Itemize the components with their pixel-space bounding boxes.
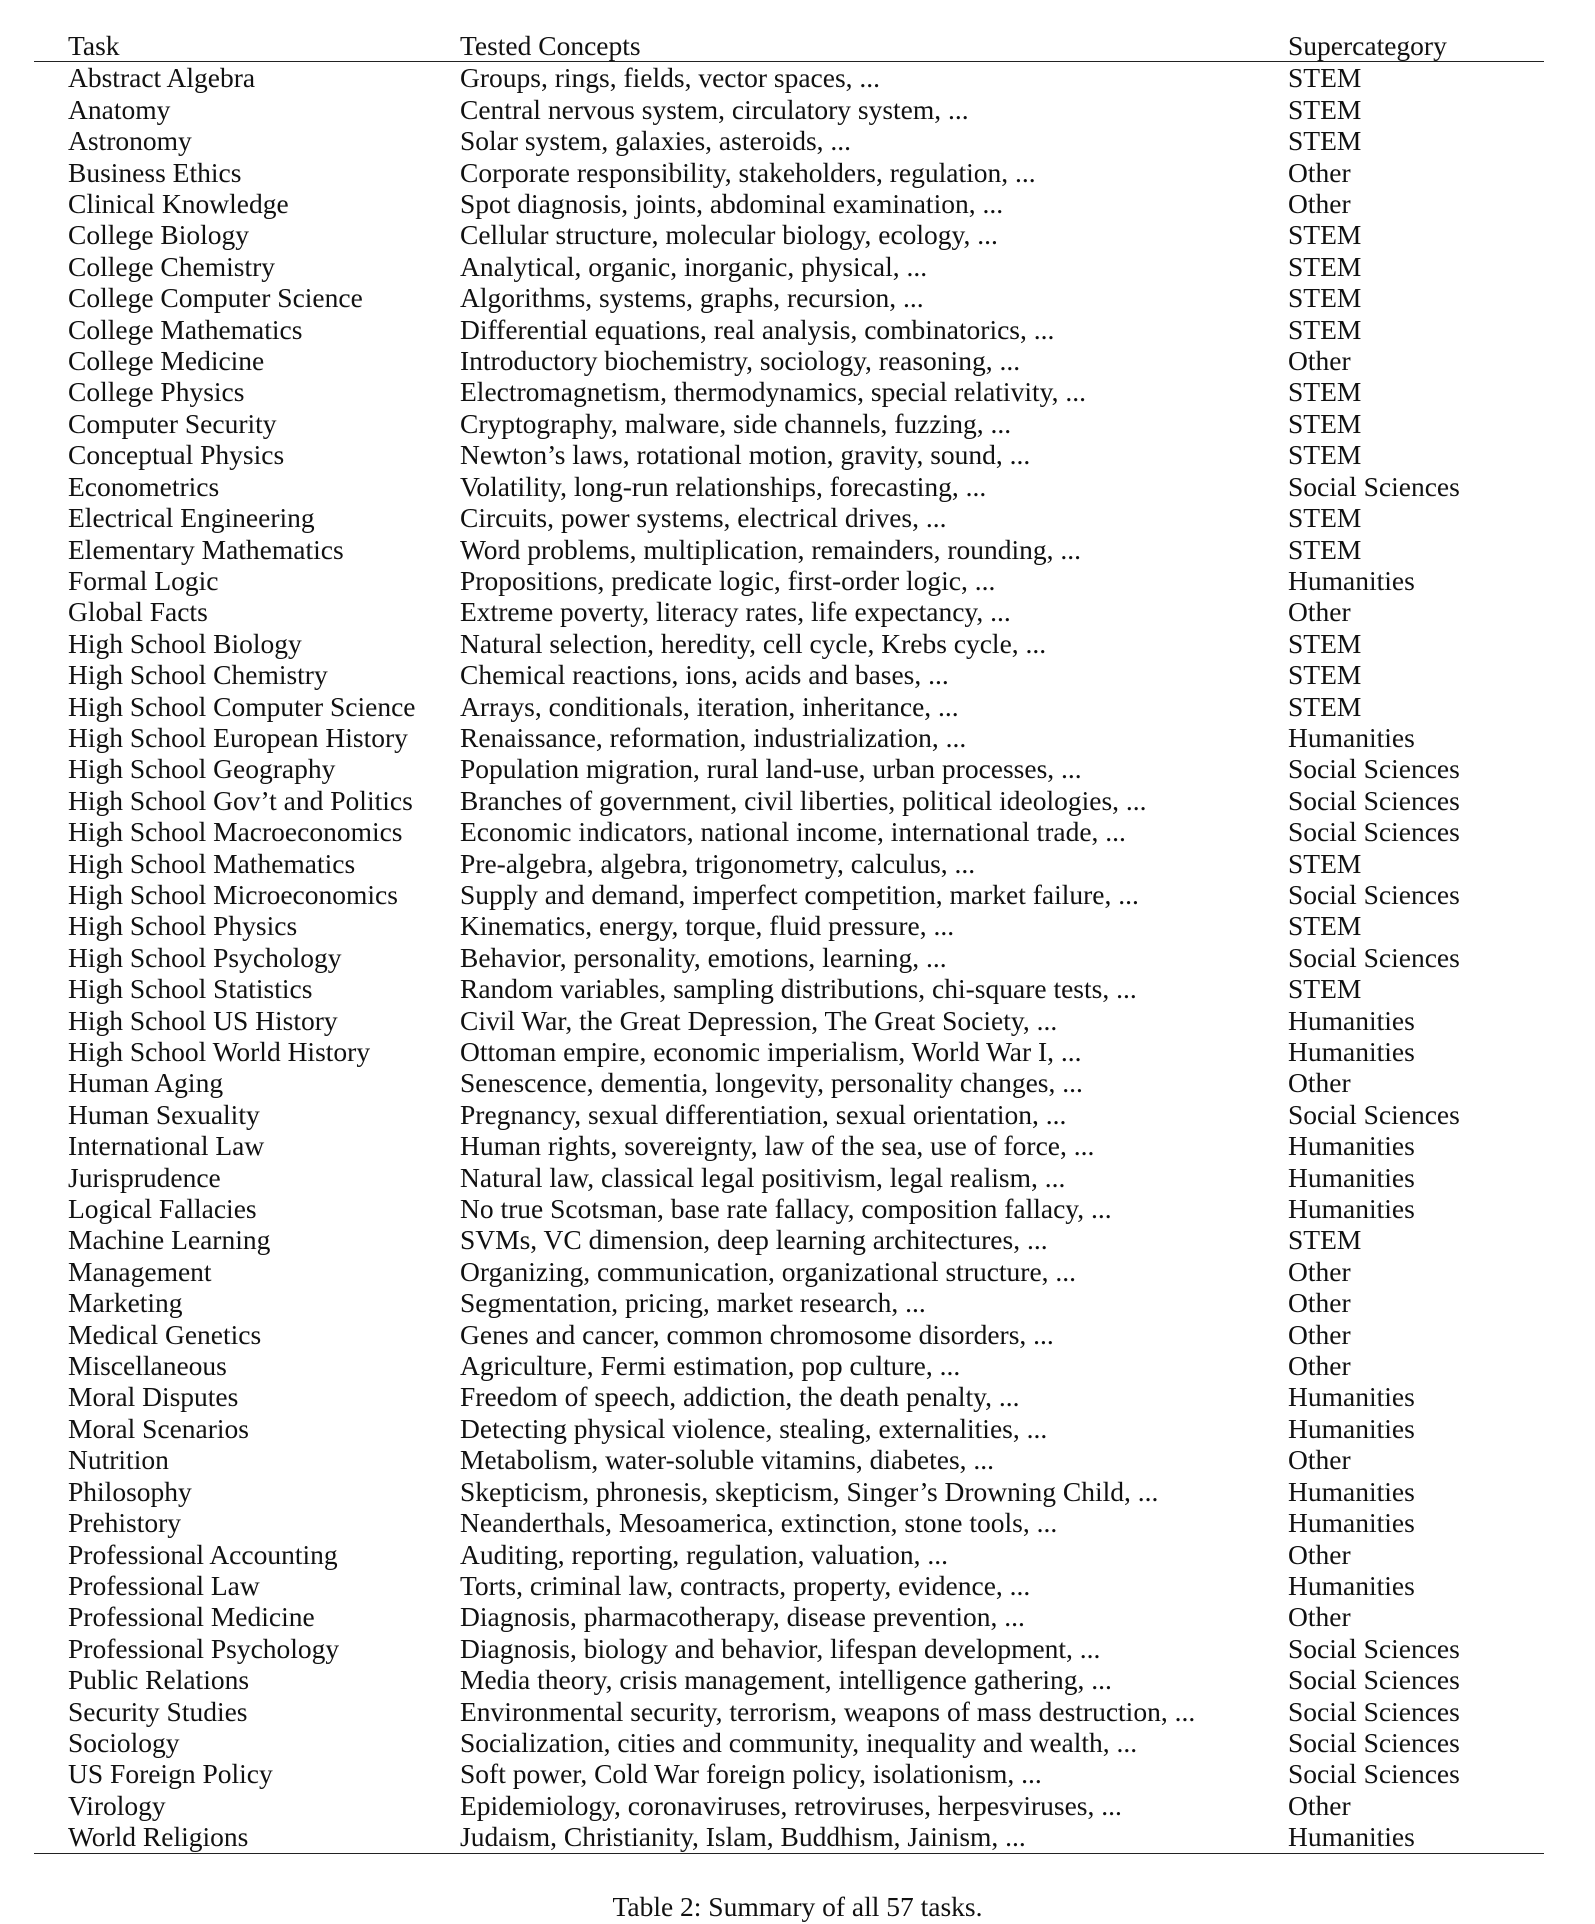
task-name-cell: Econometrics — [68, 470, 220, 502]
task-name-cell: College Biology — [68, 219, 250, 251]
task-name-cell: Public Relations — [68, 1664, 250, 1696]
table-row — [34, 910, 1544, 941]
supercategory-cell: Other — [1288, 596, 1351, 628]
task-name-cell: Philosophy — [68, 1475, 192, 1507]
supercategory-cell: Other — [1288, 188, 1351, 220]
tested-concepts-cell: Economic indicators, national income, international trade, ... — [460, 816, 1126, 848]
task-name-cell: High School Mathematics — [68, 847, 356, 879]
tested-concepts-cell: Newton’s laws, rotational motion, gravity, sound, ... — [460, 439, 1031, 471]
tested-concepts-cell: Agriculture, Fermi estimation, pop culture, ... — [460, 1350, 961, 1382]
tested-concepts-cell: Pregnancy, sexual differentiation, sexual orientation, ... — [460, 1098, 1067, 1130]
supercategory-cell: Social Sciences — [1288, 1726, 1460, 1758]
tested-concepts-cell: Epidemiology, coronaviruses, retroviruses, herpesviruses, ... — [460, 1789, 1122, 1821]
tested-concepts-cell: Natural selection, heredity, cell cycle, Krebs cycle, ... — [460, 627, 1047, 659]
supercategory-cell: Social Sciences — [1288, 784, 1460, 816]
supercategory-cell: Other — [1288, 1444, 1351, 1476]
tested-concepts-cell: Environmental security, terrorism, weapons of mass destruction, ... — [460, 1695, 1196, 1727]
task-name-cell: High School Computer Science — [68, 690, 416, 722]
tested-concepts-cell: Word problems, multiplication, remainders, rounding, ... — [460, 533, 1082, 565]
table-row — [34, 314, 1544, 345]
table-row — [34, 345, 1544, 376]
supercategory-cell: Other — [1288, 1318, 1351, 1350]
tested-concepts-cell: Skepticism, phronesis, skepticism, Singer’s Drowning Child, ... — [460, 1475, 1159, 1507]
tested-concepts-cell: Detecting physical violence, stealing, externalities, ... — [460, 1412, 1048, 1444]
task-name-cell: Management — [68, 1255, 212, 1287]
supercategory-cell: Other — [1288, 1350, 1351, 1382]
tested-concepts-cell: Branches of government, civil liberties, political ideologies, ... — [460, 784, 1147, 816]
supercategory-cell: STEM — [1288, 659, 1362, 691]
supercategory-cell: Humanities — [1288, 1130, 1415, 1162]
tested-concepts-cell: Torts, criminal law, contracts, property, evidence, ... — [460, 1569, 1031, 1601]
tested-concepts-cell: Arrays, conditionals, iteration, inheritance, ... — [460, 690, 959, 722]
table-row — [34, 376, 1544, 407]
header-tested-concepts: Tested Concepts — [460, 30, 641, 61]
supercategory-cell: Social Sciences — [1288, 753, 1460, 785]
table-row — [34, 1193, 1544, 1224]
table-row — [34, 1727, 1544, 1758]
table-row — [34, 785, 1544, 816]
header-supercategory: Supercategory — [1288, 30, 1447, 61]
task-name-cell: Abstract Algebra — [68, 62, 256, 94]
task-name-cell: International Law — [68, 1130, 265, 1162]
table-row — [34, 816, 1544, 847]
table-body — [34, 62, 1544, 1853]
supercategory-cell: Social Sciences — [1288, 1664, 1460, 1696]
tested-concepts-cell: Chemical reactions, ions, acids and bases, ... — [460, 659, 949, 691]
task-name-cell: College Chemistry — [68, 250, 275, 282]
supercategory-cell: STEM — [1288, 125, 1362, 157]
supercategory-cell: STEM — [1288, 250, 1362, 282]
supercategory-cell: STEM — [1288, 93, 1362, 125]
tested-concepts-cell: Civil War, the Great Depression, The Great Society, ... — [460, 1004, 1058, 1036]
tested-concepts-cell: Propositions, predicate logic, first-order logic, ... — [460, 564, 996, 596]
table-row — [34, 1162, 1544, 1193]
table-row — [34, 1790, 1544, 1821]
table-row — [34, 722, 1544, 753]
task-name-cell: Professional Accounting — [68, 1538, 338, 1570]
tested-concepts-cell: Diagnosis, pharmacotherapy, disease prevention, ... — [460, 1601, 1025, 1633]
table-row — [34, 659, 1544, 690]
header-task: Task — [68, 30, 120, 61]
supercategory-cell: Other — [1288, 1287, 1351, 1319]
table-row — [34, 1224, 1544, 1255]
table-row — [34, 1507, 1544, 1538]
task-name-cell: Anatomy — [68, 93, 171, 125]
task-name-cell: Machine Learning — [68, 1224, 271, 1256]
supercategory-cell: Humanities — [1288, 1381, 1415, 1413]
table-row — [34, 1601, 1544, 1632]
task-name-cell: High School US History — [68, 1004, 338, 1036]
table-row — [34, 1413, 1544, 1444]
table-row — [34, 534, 1544, 565]
task-name-cell: High School Gov’t and Politics — [68, 784, 413, 816]
table-row — [34, 94, 1544, 125]
task-name-cell: College Physics — [68, 376, 245, 408]
task-name-cell: High School Psychology — [68, 941, 342, 973]
tested-concepts-cell: Electromagnetism, thermodynamics, special relativity, ... — [460, 376, 1086, 408]
table-row — [34, 1256, 1544, 1287]
supercategory-cell: Humanities — [1288, 1507, 1415, 1539]
supercategory-cell: Other — [1288, 1067, 1351, 1099]
task-name-cell: Marketing — [68, 1287, 183, 1319]
tested-concepts-cell: Diagnosis, biology and behavior, lifespan development, ... — [460, 1632, 1101, 1664]
tested-concepts-cell: Extreme poverty, literacy rates, life expectancy, ... — [460, 596, 1011, 628]
task-name-cell: Global Facts — [68, 596, 208, 628]
tested-concepts-cell: Behavior, personality, emotions, learning, ... — [460, 941, 947, 973]
tested-concepts-cell: Introductory biochemistry, sociology, reasoning, ... — [460, 345, 1021, 377]
supercategory-cell: STEM — [1288, 439, 1362, 471]
table-row — [34, 1664, 1544, 1695]
table-row — [34, 282, 1544, 313]
table-row — [34, 471, 1544, 502]
tested-concepts-cell: Neanderthals, Mesoamerica, extinction, stone tools, ... — [460, 1507, 1058, 1539]
supercategory-cell: Humanities — [1288, 1569, 1415, 1601]
task-name-cell: Elementary Mathematics — [68, 533, 344, 565]
tested-concepts-cell: Genes and cancer, common chromosome disorders, ... — [460, 1318, 1054, 1350]
task-name-cell: High School Geography — [68, 753, 336, 785]
table-row — [34, 565, 1544, 596]
tested-concepts-cell: Judaism, Christianity, Islam, Buddhism, Jainism, ... — [460, 1821, 1288, 1853]
supercategory-cell: Social Sciences — [1288, 1758, 1460, 1790]
tested-concepts-cell: No true Scotsman, base rate fallacy, composition fallacy, ... — [460, 1193, 1112, 1225]
task-name-cell: Virology — [68, 1789, 166, 1821]
tested-concepts-cell: Socialization, cities and community, inequality and wealth, ... — [460, 1726, 1138, 1758]
table-row — [34, 1444, 1544, 1475]
tested-concepts-cell: Senescence, dementia, longevity, personality changes, ... — [460, 1067, 1083, 1099]
task-name-cell: US Foreign Policy — [68, 1758, 273, 1790]
tested-concepts-cell: Cellular structure, molecular biology, ecology, ... — [460, 219, 998, 251]
table-caption: Table 2: Summary of all 57 tasks. — [612, 1891, 983, 1922]
task-name-cell: Human Sexuality — [68, 1098, 260, 1130]
table-row — [34, 408, 1544, 439]
supercategory-cell: STEM — [1288, 282, 1362, 314]
tested-concepts-cell: Central nervous system, circulatory system, ... — [460, 93, 969, 125]
supercategory-cell: Humanities — [1288, 1004, 1415, 1036]
supercategory-cell: STEM — [1288, 313, 1362, 345]
table-row — [34, 942, 1544, 973]
tested-concepts-cell: Cryptography, malware, side channels, fuzzing, ... — [460, 407, 1012, 439]
table-row — [34, 1476, 1544, 1507]
supercategory-cell: STEM — [1288, 502, 1362, 534]
task-name-cell: Clinical Knowledge — [68, 188, 289, 220]
tested-concepts-cell: Kinematics, energy, torque, fluid pressure, ... — [460, 910, 955, 942]
supercategory-cell: Humanities — [1288, 1821, 1544, 1853]
tested-concepts-cell: Spot diagnosis, joints, abdominal examination, ... — [460, 188, 1004, 220]
supercategory-cell: Social Sciences — [1288, 1632, 1460, 1664]
supercategory-cell: STEM — [1288, 627, 1362, 659]
tested-concepts-cell: Natural law, classical legal positivism, legal realism, ... — [460, 1161, 1066, 1193]
tested-concepts-cell: Population migration, rural land-use, urban processes, ... — [460, 753, 1082, 785]
tasks-summary-table — [34, 30, 1544, 1854]
supercategory-cell: Other — [1288, 1538, 1351, 1570]
table-row — [34, 157, 1544, 188]
table-header — [34, 30, 1544, 62]
supercategory-cell: Humanities — [1288, 1036, 1415, 1067]
header-row — [34, 30, 1544, 62]
tested-concepts-cell: SVMs, VC dimension, deep learning architectures, ... — [460, 1224, 1048, 1256]
task-name-cell: Computer Security — [68, 407, 277, 439]
table-row — [34, 1821, 1544, 1853]
table-row — [34, 502, 1544, 533]
table-row — [34, 219, 1544, 250]
task-name-cell: High School Statistics — [68, 973, 313, 1005]
table-row — [34, 439, 1544, 470]
table-row — [34, 188, 1544, 219]
supercategory-cell: Humanities — [1288, 1161, 1415, 1193]
tasks-table-container — [34, 30, 1544, 1854]
supercategory-cell: Social Sciences — [1288, 1695, 1460, 1727]
supercategory-cell: STEM — [1288, 1224, 1362, 1256]
table-row — [34, 1539, 1544, 1570]
tested-concepts-cell: Volatility, long-run relationships, forecasting, ... — [460, 470, 987, 502]
task-name-cell: High School Chemistry — [68, 659, 328, 691]
task-name-cell: Formal Logic — [68, 564, 219, 596]
table-row — [34, 125, 1544, 156]
task-name-cell: Business Ethics — [68, 156, 242, 188]
task-name-cell: High School European History — [68, 721, 408, 753]
tested-concepts-cell: Metabolism, water-soluble vitamins, diabetes, ... — [460, 1444, 995, 1476]
tested-concepts-cell: Algorithms, systems, graphs, recursion, ... — [460, 282, 924, 314]
supercategory-cell: Social Sciences — [1288, 878, 1460, 910]
task-name-cell: Jurisprudence — [68, 1161, 221, 1193]
task-name-cell: Conceptual Physics — [68, 439, 285, 471]
task-name-cell: Moral Disputes — [68, 1381, 239, 1413]
supercategory-cell: STEM — [1288, 910, 1362, 942]
task-name-cell: High School Physics — [68, 910, 298, 942]
task-name-cell: Medical Genetics — [68, 1318, 262, 1350]
tested-concepts-cell: Ottoman empire, economic imperialism, World War I, ... — [460, 1036, 1082, 1067]
supercategory-cell: Humanities — [1288, 1412, 1415, 1444]
tested-concepts-cell: Corporate responsibility, stakeholders, regulation, ... — [460, 156, 1036, 188]
supercategory-cell: STEM — [1288, 690, 1362, 722]
supercategory-cell: Humanities — [1288, 1193, 1415, 1225]
supercategory-cell: Humanities — [1288, 564, 1415, 596]
table-row — [34, 753, 1544, 784]
tested-concepts-cell: Analytical, organic, inorganic, physical, ... — [460, 250, 928, 282]
tested-concepts-cell: Circuits, power systems, electrical drives, ... — [460, 502, 947, 534]
task-name-cell: Astronomy — [68, 125, 192, 157]
supercategory-cell: STEM — [1288, 973, 1362, 1005]
task-name-cell: Human Aging — [68, 1067, 224, 1099]
task-name-cell: Logical Fallacies — [68, 1193, 257, 1225]
table-row — [34, 628, 1544, 659]
table-row — [34, 1758, 1544, 1789]
table-row — [34, 1381, 1544, 1412]
supercategory-cell: Social Sciences — [1288, 470, 1460, 502]
table-row — [34, 251, 1544, 282]
task-name-cell: Miscellaneous — [68, 1350, 227, 1382]
task-name-cell: College Computer Science — [68, 282, 363, 314]
task-name-cell: Professional Medicine — [68, 1601, 315, 1633]
task-name-cell: Professional Psychology — [68, 1632, 340, 1664]
tested-concepts-cell: Auditing, reporting, regulation, valuation, ... — [460, 1538, 949, 1570]
table-row — [34, 1633, 1544, 1664]
supercategory-cell: STEM — [1288, 219, 1362, 251]
task-name-cell: High School World History — [68, 1036, 371, 1067]
supercategory-cell: STEM — [1288, 847, 1362, 879]
table-row — [34, 848, 1544, 879]
tested-concepts-cell: Segmentation, pricing, market research, ... — [460, 1287, 926, 1319]
task-name-cell: Security Studies — [68, 1695, 248, 1727]
supercategory-cell: Other — [1288, 1789, 1351, 1821]
tested-concepts-cell: Supply and demand, imperfect competition, market failure, ... — [460, 878, 1139, 910]
table-row — [34, 1570, 1544, 1601]
table-row — [34, 1350, 1544, 1381]
supercategory-cell: Social Sciences — [1288, 1098, 1460, 1130]
supercategory-cell: Humanities — [1288, 721, 1415, 753]
task-name-cell: High School Macroeconomics — [68, 816, 403, 848]
tested-concepts-cell: Pre-algebra, algebra, trigonometry, calculus, ... — [460, 847, 976, 879]
supercategory-cell: Other — [1288, 1601, 1351, 1633]
tested-concepts-cell: Solar system, galaxies, asteroids, ... — [460, 125, 852, 157]
table-row — [34, 879, 1544, 910]
table-row — [34, 596, 1544, 627]
table-row — [34, 1130, 1544, 1161]
task-name-cell: Professional Law — [68, 1569, 260, 1601]
supercategory-cell: Other — [1288, 345, 1351, 377]
tested-concepts-cell: Groups, rings, fields, vector spaces, ... — [460, 62, 881, 94]
tested-concepts-cell: Freedom of speech, addiction, the death penalty, ... — [460, 1381, 1020, 1413]
task-name-cell: High School Biology — [68, 627, 302, 659]
task-name-cell: College Mathematics — [68, 313, 303, 345]
task-name-cell: Nutrition — [68, 1444, 169, 1476]
supercategory-cell: Social Sciences — [1288, 941, 1460, 973]
table-row — [34, 1005, 1544, 1036]
supercategory-cell: Social Sciences — [1288, 816, 1460, 848]
tested-concepts-cell: Organizing, communication, organizational structure, ... — [460, 1255, 1077, 1287]
table-row — [34, 1067, 1544, 1098]
task-name-cell: College Medicine — [68, 345, 265, 377]
task-name-cell: Sociology — [68, 1726, 180, 1758]
tested-concepts-cell: Human rights, sovereignty, law of the sea, use of force, ... — [460, 1130, 1095, 1162]
supercategory-cell: STEM — [1288, 376, 1362, 408]
supercategory-cell: Humanities — [1288, 1475, 1415, 1507]
table-row — [34, 973, 1544, 1004]
task-name-cell: Electrical Engineering — [68, 502, 315, 534]
task-name-cell: High School Microeconomics — [68, 878, 398, 910]
supercategory-cell: STEM — [1288, 62, 1362, 94]
tested-concepts-cell: Media theory, crisis management, intelligence gathering, ... — [460, 1664, 1112, 1696]
tested-concepts-cell: Differential equations, real analysis, combinatorics, ... — [460, 313, 1055, 345]
supercategory-cell: STEM — [1288, 407, 1362, 439]
tested-concepts-cell: Soft power, Cold War foreign policy, isolationism, ... — [460, 1758, 1042, 1790]
table-row — [34, 1319, 1544, 1350]
table-row — [34, 691, 1544, 722]
supercategory-cell: Other — [1288, 156, 1351, 188]
tested-concepts-cell: Renaissance, reformation, industrialization, ... — [460, 721, 967, 753]
task-name-cell: Moral Scenarios — [68, 1412, 249, 1444]
tested-concepts-cell: Random variables, sampling distributions, chi-square tests, ... — [460, 973, 1137, 1005]
table-row — [34, 1036, 1544, 1067]
supercategory-cell: STEM — [1288, 533, 1362, 565]
supercategory-cell: Other — [1288, 1255, 1351, 1287]
task-name-cell: Prehistory — [68, 1507, 182, 1539]
table-row — [34, 1696, 1544, 1727]
table-row — [34, 62, 1544, 94]
task-name-cell: World Religions — [34, 1821, 460, 1853]
table-row — [34, 1287, 1544, 1318]
table-row — [34, 1099, 1544, 1130]
